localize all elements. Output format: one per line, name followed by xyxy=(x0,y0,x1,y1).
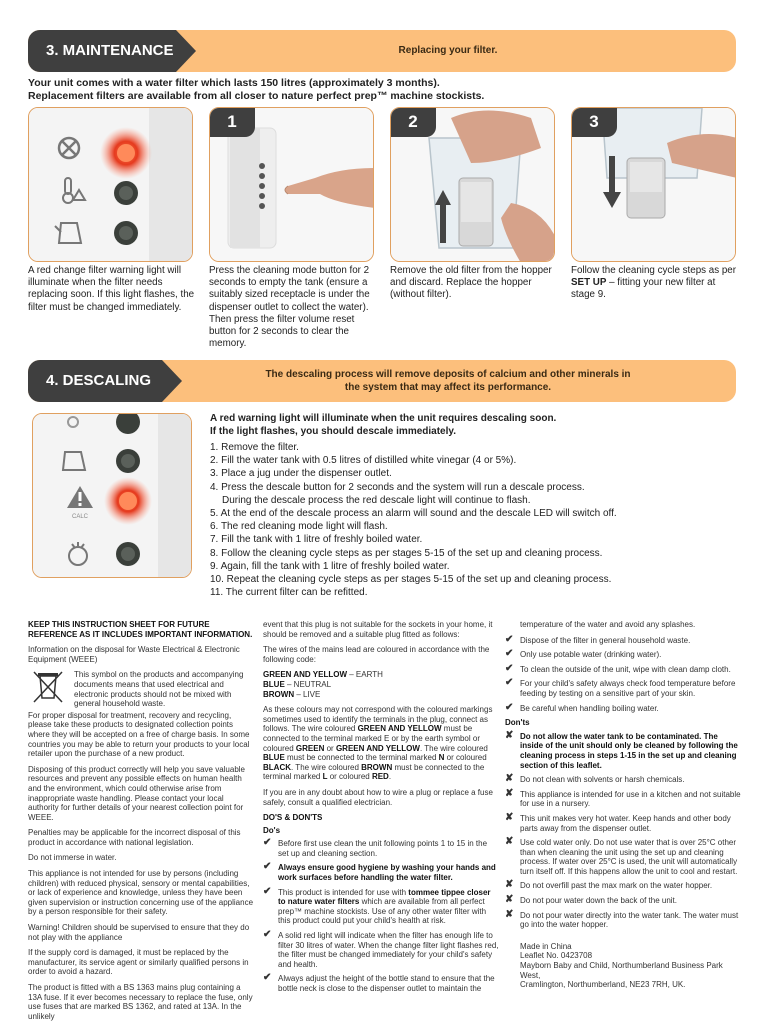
step-2-photo xyxy=(390,107,555,262)
cross-icon: ✘ xyxy=(505,729,514,741)
cross-icon: ✘ xyxy=(505,879,514,891)
list-item: ✔ A solid red light will indicate when the filter has enough life to filter 30 litres of water. When the change filter light flashes red, the filter must be changed immediately for your child's safety and health. xyxy=(263,929,499,969)
list-item: 4. Press the descale button for 2 seconds and the system will run a descale process. xyxy=(210,481,585,493)
list-item: 9. Again, fill the tank with 1 litre of freshly boiled water. xyxy=(210,560,450,572)
tick-icon: ✔ xyxy=(263,972,272,984)
tick-icon: ✔ xyxy=(263,885,272,897)
list-item: ✘ Use cold water only. Do not use water that is over 25°C other than when cleaning the unit using the set up and cleaning process. If water over 25°C is used, the unit will automatically turn itself off. If this happens allow the unit to cool and restart. xyxy=(505,836,738,876)
tick-icon: ✔ xyxy=(505,662,514,674)
maintenance-header xyxy=(28,30,736,72)
list-item: 6. The red cleaning mode light will flash. xyxy=(210,521,388,533)
list-item: 3. Place a jug under the dispenser outlet. xyxy=(210,468,392,480)
fine-print-column-2: event that this plug is not suitable for the sockets in your home, it should be removed and a suitable plug fitted as follows: The wires of the mains lead are coloured in accordance with the following code: GREEN AND YELLOW – EARTH BLUE – NEUTRAL BROWN – LIVE As these colours may not correspond with the coloured markings sometimes used to identify the terminals in the plug, connect as follows. The wire coloured GREEN AND YELLOW must be connected to the terminal marked E or by the earth symbol or coloured GREEN or GREEN AND YELLOW. The wire coloured BLUE must be connected to the terminal marked N or coloured BLACK. The wire coloured BROWN must be connected to the terminal marked L or coloured RED. If you are in any doubt about how to wire a plug or replace a fuse safely, consult a qualified electrician. DO'S & DON'TS Do's ✔ Before first use clean the unit following points 1 to 15 in the set up and cleaning section. ✔ Always ensure good hygiene by washing your hands and work surfaces before handling the water filter. ✔ This product is intended for use with tommee tippee closer to nature water filters which are available from all perfect prep™ machine stockists. Use of any other water filter with this product could put your child's health at risk. ✔ A solid red light will indicate when the filter has enough life to filter 30 litres of water. When the change filter light flashes red, the filter must be changed immediately for your child's safety and health. ✔ Always adjust the height of the bottle stand to ensure that the bottle neck is close to the dispenser outlet to maintain the xyxy=(263,620,499,993)
list-item: ✔ Dispose of the filter in general household waste. xyxy=(505,633,691,645)
list-item: 11. The current filter can be refitted. xyxy=(210,587,368,599)
wiring-paragraph: As these colours may not correspond with the coloured markings sometimes used to identify the terminals in the plug, connect as follows. The wire coloured GREEN AND YELLOW must be connected to the terminal marked E or by the earth symbol or coloured GREEN or GREEN AND YELLOW. The wire coloured BLUE must be connected to the terminal marked N or coloured BLACK. The wire coloured BROWN must be connected to the terminal marked L or coloured RED. xyxy=(263,705,493,782)
list-item: 5. At the end of the descale process an alarm will sound and the descale LED will switch off. xyxy=(210,508,617,520)
descaling-intro: A red warning light will illuminate when the unit requires descaling soon. If the light flashes, you should descale immediately. xyxy=(210,413,557,437)
cross-icon: ✘ xyxy=(505,811,514,823)
list-item: ✘ Do not overfill past the max mark on the water hopper. xyxy=(505,879,713,891)
list-item: ✔ Be careful when handling boiling water. xyxy=(505,701,659,713)
tick-icon: ✔ xyxy=(263,861,272,873)
list-item: ✔ Only use potable water (drinking water). xyxy=(505,648,662,660)
cross-icon: ✘ xyxy=(505,894,514,906)
calc-label: CALC xyxy=(71,514,89,520)
descaling-subtitle: The descaling process will remove deposits of calcium and other minerals in the system that may affect its performance. xyxy=(265,369,631,393)
descaling-title: 4. DESCALING xyxy=(28,360,162,402)
list-item: ✔ For your child's safety always check food temperature before feeding by testing on a sensitive part of your skin. xyxy=(505,677,736,698)
descale-warning-photo xyxy=(32,413,192,578)
list-item: ✘ This unit makes very hot water. Keep hands and other body parts away from the dispenser outlet. xyxy=(505,811,731,833)
tick-icon: ✔ xyxy=(505,648,514,660)
cross-icon: ✘ xyxy=(505,836,514,848)
crossed-bin-icon xyxy=(28,670,68,704)
list-item: ✘ Do not allow the water tank to be contaminated. The inside of the unit should only be cleaned by following the cleaning process in steps 1-15 in the set up and cleaning section of this leaflet. xyxy=(505,729,738,770)
step-2-caption: Remove the old filter from the hopper and discard. Replace the hopper (without filter). xyxy=(390,265,552,301)
list-item: ✔ Before first use clean the unit following points 1 to 15 in the set up and cleaning section. xyxy=(263,837,488,858)
list-item: ✘ This appliance is intended for use in a kitchen and not suitable for use in a nursery. xyxy=(505,787,741,809)
weee-block: This symbol on the products and accompanying documents means that used electrical and electronic products should not be mixed with general household waste. xyxy=(28,670,256,708)
list-item: ✔ To clean the outside of the unit, wipe with clean damp cloth. xyxy=(505,662,731,674)
fine-print-column-3: temperature of the water and avoid any splashes. ✔ Dispose of the filter in general household waste. ✔ Only use potable water (drinking water). ✔ To clean the outside of the unit, wipe with clean damp cloth. ✔ For your child's safety always check food temperature before feeding by testing on a sensitive part of your skin. ✔ Be careful when handling boiling water. Don'ts ✘ Do not allow the water tank to be contaminated. The inside of the unit should only be cleaned by following the cleaning process in steps 1-15 in the set up and cleaning section of this leaflet. ✘ Do not clean with solvents or harsh chemicals. ✘ This appliance is intended for use in a kitchen and not suitable for use in a nursery. ✘ This unit makes very hot water. Keep hands and other body parts away from the dispenser outlet. ✘ Use cold water only. Do not use water that is over 25°C other than when cleaning the unit using the set up and cleaning process. If water over 25°C is used, the unit will automatically turn itself off. If this happens allow the unit to cool and restart. ✘ Do not overfill past the max mark on the water hopper. ✘ Do not pour water down the back of the unit. ✘ Do not pour water directly into the water tank. The water must go into the water hopper. Made in China Leaflet No. 0423708 Mayborn Baby and Child, Northumberland Business Park West, Cramlington, Northumberland, NE23 7RH, UK. xyxy=(505,620,741,990)
manufacturer-info: Made in China Leaflet No. 0423708 Mayborn Baby and Child, Northumberland Business Park West, Cramlington, Northumberland, NE23 7RH, UK. xyxy=(520,941,723,990)
list-item: ✘ Do not clean with solvents or harsh chemicals. xyxy=(505,773,685,785)
cross-icon: ✘ xyxy=(505,908,514,920)
maintenance-intro: Your unit comes with a water filter which lasts 150 litres (approximately 3 months). Replacement filters are available from all closer to nature perfect prep™ machine stockists. xyxy=(28,77,485,102)
descaling-header xyxy=(28,360,736,402)
filter-warning-photo xyxy=(28,107,193,262)
step-1-photo xyxy=(209,107,374,262)
list-item: 7. Fill the tank with 1 litre of freshly boiled water. xyxy=(210,534,423,546)
tick-icon: ✔ xyxy=(505,633,514,645)
tick-icon: ✔ xyxy=(263,929,272,941)
wire-codes: GREEN AND YELLOW – EARTH BLUE – NEUTRAL BROWN – LIVE xyxy=(263,670,383,699)
descaling-steps xyxy=(210,441,740,599)
list-item: 10. Repeat the cleaning cycle steps as per stages 5-15 of the set up and cleaning process. xyxy=(210,574,612,586)
tick-icon: ✔ xyxy=(505,677,514,689)
list-item: 8. Follow the cleaning cycle steps as per stages 5-15 of the set up and cleaning process. xyxy=(210,547,603,559)
fine-print-column-1: KEEP THIS INSTRUCTION SHEET FOR FUTURE REFERENCE AS IT INCLUDES IMPORTANT INFORMATION. Information on the disposal for Waste Electrical & Electronic Equipment (WEEE) This symbol on the products and accompanying documents means that used electrical and electronic products should not be mixed with general household waste. For proper disposal for treatment, recovery and recycling, please take these products to designated collection points where they will be accepted on a free of charge basis. In some countries you may be able to return your products to your local retailer upon the purchase of a new product. Disposing of this product correctly will help you save valuable resources and prevent any possible effects on human health and the environment, which could otherwise arise from inappropriate waste handling. Please contact your local authority for further details of your nearest collection point for WEEE. Penalties may be applicable for the incorrect disposal of this product in accordance with national legislation. Do not immerse in water. This appliance is not intended for use by persons (including children) with reduced physical, sensory or mental capabilities, or lack of experience and knowledge, unless they have been given supervision or instruction concerning use of the appliance by a person responsible for their safety. Warning! Children should be supervised to ensure that they do not play with the appliance If the supply cord is damaged, it must be replaced by the manufacturer, its service agent or similarly qualified persons in order to avoid a hazard. The product is fitted with a BS 1363 mains plug containing a 13A fuse. If it ever becomes necessary to replace the fuse, only use fuses that are marked BS 1362, and rated at 13A. In the unlikely xyxy=(28,620,256,1024)
list-item: 1. Remove the filter. xyxy=(210,442,299,453)
cross-icon: ✘ xyxy=(505,787,514,799)
step-3-photo xyxy=(571,107,736,262)
step-1-caption: Press the cleaning mode button for 2 seconds to empty the tank (ensure a suitably sized receptacle is under the dispenser outlet to collect the water). Then press the filter volume reset button for 2 seconds to clear the memory. xyxy=(209,265,370,350)
maintenance-title: 3. MAINTENANCE xyxy=(28,30,176,72)
maintenance-subtitle: Replacing your filter. xyxy=(398,45,498,56)
list-item: During the descale process the red descale light will continue to flash. xyxy=(222,494,531,506)
list-item: ✔ This product is intended for use with tommee tippee closer to nature water filters which are available from all perfect prep™ machine stockists. Use of any other water filter with this product could put your child's health at risk. xyxy=(263,885,491,926)
tick-icon: ✔ xyxy=(505,701,514,713)
list-item: ✘ Do not pour water down the back of the unit. xyxy=(505,894,677,906)
list-item: ✔ Always ensure good hygiene by washing your hands and work surfaces before handling the water filter. xyxy=(263,861,496,883)
tick-icon: ✔ xyxy=(263,837,272,849)
step-3-caption: Follow the cleaning cycle steps as per SET UP – fitting your new filter at stage 9. xyxy=(571,265,736,301)
list-item: 2. Fill the water tank with 0.5 litres of distilled white vinegar (4 or 5%). xyxy=(210,455,517,467)
list-item: ✘ Do not pour water directly into the water tank. The water must go into the water hopper. xyxy=(505,908,739,930)
list-item: ✔ Always adjust the height of the bottle stand to ensure that the bottle neck is close to the dispenser outlet to maintain the xyxy=(263,972,495,993)
step-3-badge: 3 xyxy=(571,107,617,137)
step-2-badge: 2 xyxy=(390,107,436,137)
step-1-badge: 1 xyxy=(209,107,255,137)
cross-icon: ✘ xyxy=(505,773,514,785)
step-0-caption: A red change filter warning light will illuminate when the filter needs replacing soon. If this light flashes, the filter must be changed immediately. xyxy=(28,265,195,313)
